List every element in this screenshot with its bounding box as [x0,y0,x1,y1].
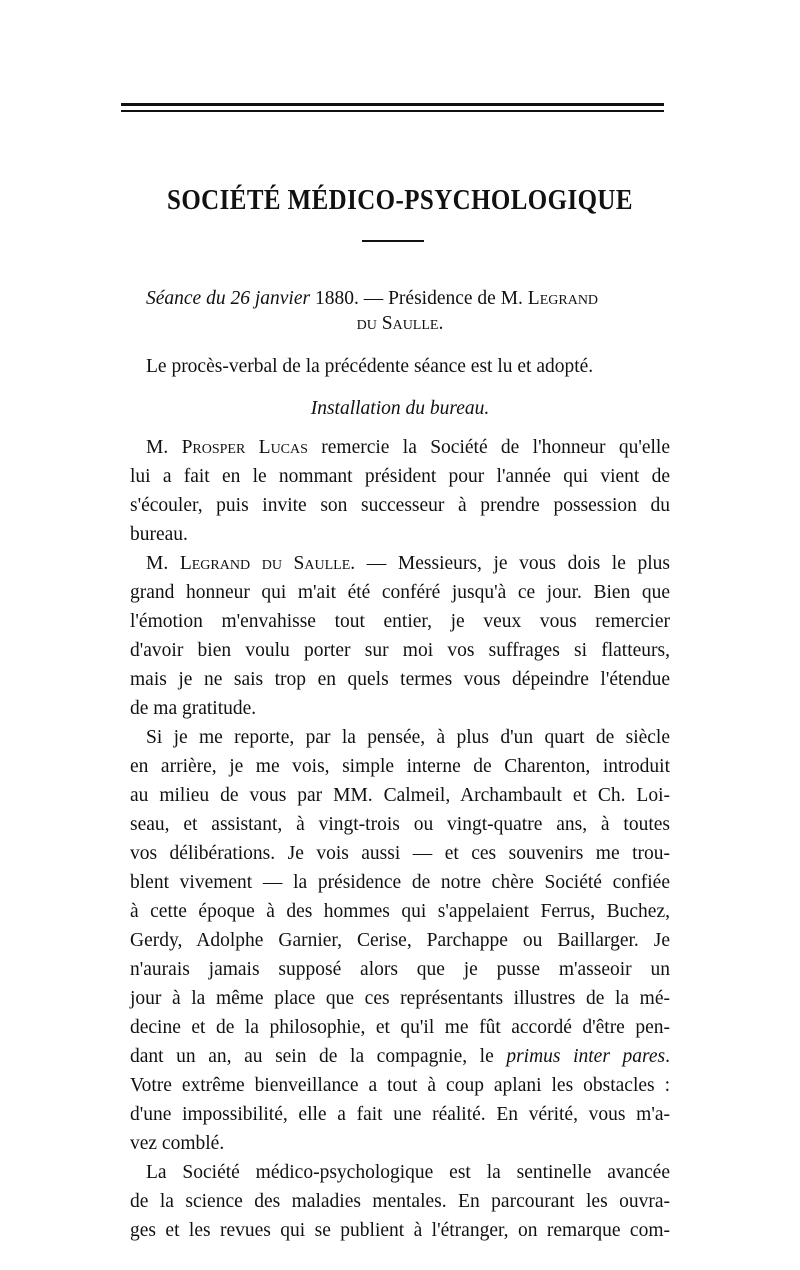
p3-line-1: Si je me reporte, par la pensée, à plus d'un quart de siècle [146,727,670,748]
p3-line-2: en arrière, je me vois, simple interne de Charenton, introduit [130,756,670,777]
president-name: Legrand [527,288,599,309]
p2-line-5: mais je ne sais trop en quels termes vous dépeindre l'étendue [130,669,670,690]
p3-line-12-text: dant un an, au sein de la compagnie, le [130,1046,507,1067]
p3-line-11: decine et de la philosophie, et qu'il me fût accordé d'être pen- [130,1017,670,1038]
p3-line-12 [130,1042,670,1071]
p3-line-15: vez comblé. [130,1133,225,1154]
p3-line-3: au milieu de vous par MM. Calmeil, Archambault et Ch. Loi- [130,785,670,806]
p4-line-3: ges et les revues qui se publient à l'étranger, on remarque com- [130,1220,670,1241]
session-year-presidency: 1880. — Présidence de M. [314,288,528,309]
p2-prefix: M. [146,553,180,574]
p3-line-13: Votre extrême bienveillance a tout à coup aplani les obstacles : [130,1075,670,1096]
p3-line-6: blent vivement — la présidence de notre chère Société confiée [130,872,670,893]
p2-line-4: d'avoir bien voulu porter sur moi vos suffrages si flatteurs, [130,640,670,661]
minutes-line: Le procès-verbal de la précédente séance est lu et adopté. [146,356,594,377]
title-separator [362,240,424,242]
page-title: SOCIÉTÉ MÉDICO-PSYCHOLOGIQUE [167,184,633,216]
section-heading: Installation du bureau. [310,398,490,419]
p3-line-4: seau, et assistant, à vingt-trois ou vingt-quatre ans, à toutes [130,814,670,835]
session-line-2 [130,309,670,338]
p3-line-5: vos délibérations. Je vois aussi — et ces souvenirs me trou- [130,843,670,864]
p4-line-2: de la science des maladies mentales. En parcourant les ouvra- [130,1191,670,1212]
p3-line-10: jour à la même place que ces représentants illustres de la mé- [130,988,670,1009]
top-double-rule-lower [121,110,664,112]
body-text [130,433,670,1245]
p3-line-14: d'une impossibilité, elle a fait une réalité. En vérité, vous m'a- [130,1104,670,1125]
p2-speaker: Legrand du Saulle [179,553,351,574]
p3-line-12-end: . [665,1046,670,1067]
p1-line-3: s'écouler, puis invite son successeur à prendre possession du [130,495,670,516]
p1-line-2: lui a fait en le nommant président pour l'année qui vient de [130,466,670,487]
p4-line-1: La Société médico-psychologique est la sentinelle avancée [146,1162,670,1183]
minutes-block [130,352,670,381]
p1-rest: remercie la Société de l'honneur qu'elle [307,437,671,458]
p1-line-4: bureau. [130,524,188,545]
session-header [130,284,670,338]
p2-line-2: grand honneur qui m'ait été conféré jusqu'à ce jour. Bien que [130,582,670,603]
session-period: . [438,313,444,334]
p3-line-7: à cette époque à des hommes qui s'appelaient Ferrus, Buchez, [130,901,670,922]
p2-rest: . — Messieurs, je vous dois le plus [350,553,670,574]
p1-speaker: Prosper Lucas [181,437,308,458]
p3-line-9: n'aurais jamais supposé alors que je pusse m'asseoir un [130,959,670,980]
president-surname: du Saulle [356,313,439,334]
section-block [130,394,670,423]
top-double-rule [121,103,664,106]
p3-line-8: Gerdy, Adolphe Garnier, Cerise, Parchappe ou Baillarger. Je [130,930,670,951]
p2-line-1 [130,549,670,578]
p2-line-6: de ma gratitude. [130,698,257,719]
latin-phrase: primus inter pares [506,1046,666,1067]
p2-line-3: l'émotion m'envahisse tout entier, je veux vous remercier [130,611,670,632]
p1-line-1 [130,433,670,462]
p1-prefix: M. [146,437,182,458]
session-date: Séance du 26 janvier [146,288,311,309]
